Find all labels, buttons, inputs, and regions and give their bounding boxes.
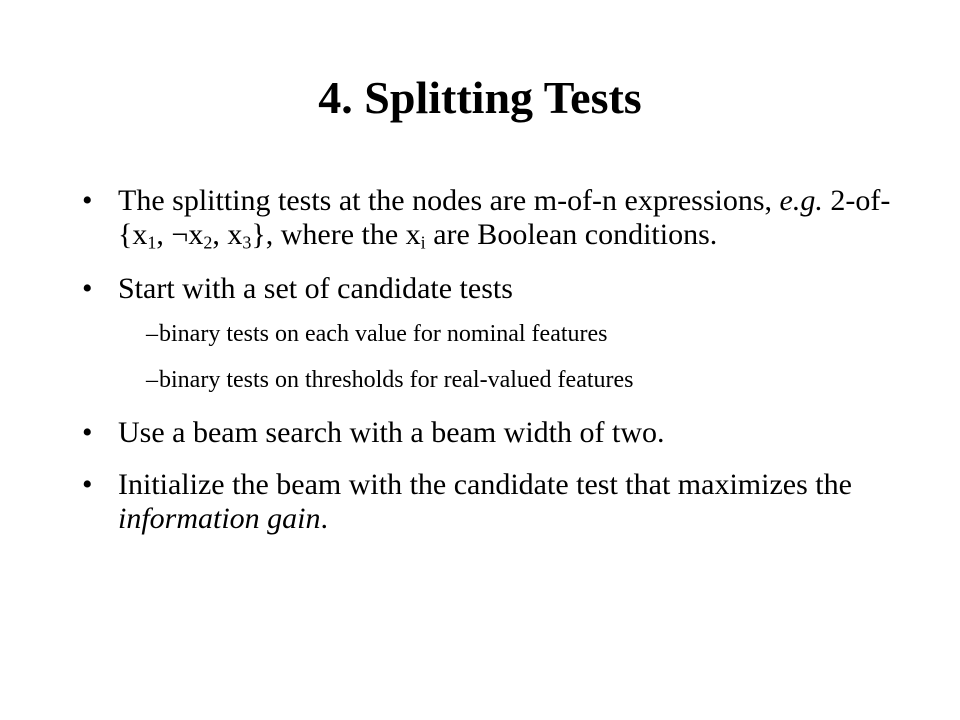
sub-bullet-text: binary tests on each value for nominal features (159, 321, 608, 347)
bullet-marker: • (82, 468, 93, 501)
bullet-splitting-tests (82, 184, 902, 252)
sub-bullet-real-valued (82, 366, 902, 394)
subscript: 1 (147, 232, 157, 253)
bullet-list (82, 184, 902, 536)
subscript: 3 (242, 232, 252, 253)
bullet-initialize-beam (82, 468, 902, 536)
bullet-text-part: Initialize the beam with the candidate test that maximizes the (118, 468, 852, 501)
bullet-text-part: . (320, 502, 329, 535)
sub-bullet-nominal (82, 320, 902, 348)
sub-bullet-text: binary tests on thresholds for real-valued features (159, 367, 634, 393)
bullet-text-part: , x (212, 218, 243, 251)
bullet-text-part: 2-of-{x (118, 184, 891, 251)
bullet-marker: • (82, 184, 93, 217)
bullet-text-emphasis: e.g. (779, 184, 823, 217)
bullet-text: Use a beam search with a beam width of two. (118, 416, 665, 449)
bullet-text-part: , ¬x (156, 218, 204, 251)
bullet-text-part: are Boolean conditions. (425, 218, 718, 251)
subscript: 2 (203, 232, 213, 253)
sub-bullet-marker: – (146, 321, 158, 347)
sub-bullet-marker: – (146, 367, 158, 393)
bullet-marker: • (82, 416, 93, 449)
bullet-marker: • (82, 272, 93, 305)
bullet-text-part: }, where the x (251, 218, 421, 251)
bullet-candidate-tests (82, 272, 902, 306)
bullet-text-part: The splitting tests at the nodes are m-of-n expressions, (118, 184, 780, 217)
slide-title: 4. Splitting Tests (318, 72, 642, 123)
bullet-text: Start with a set of candidate tests (118, 272, 513, 305)
bullet-text-emphasis: information gain (118, 502, 321, 535)
bullet-beam-search (82, 416, 902, 450)
subscript: i (420, 232, 426, 253)
